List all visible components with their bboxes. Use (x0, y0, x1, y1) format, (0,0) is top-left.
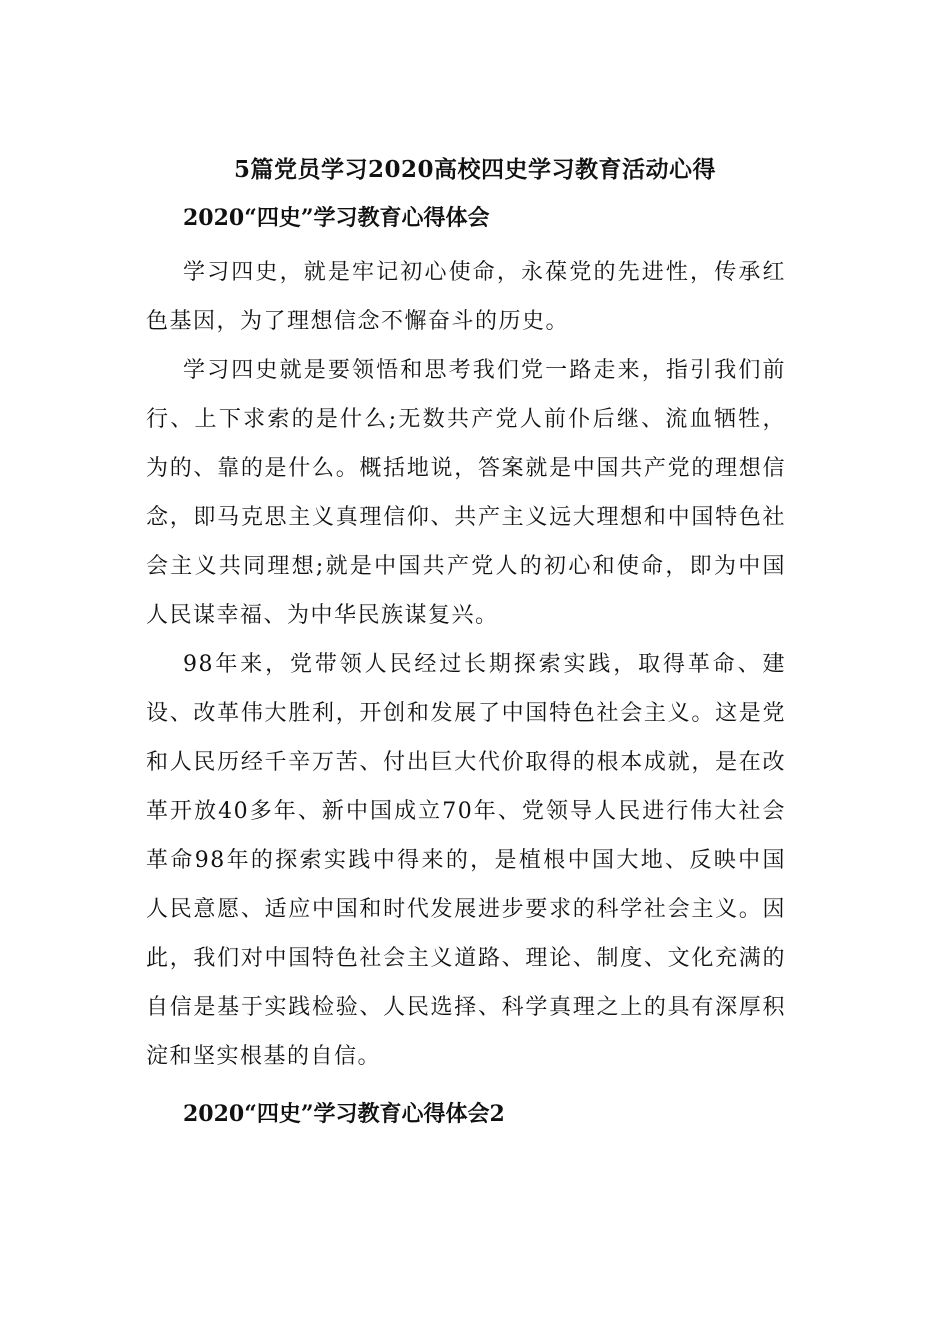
section-heading-1: 2020“四史”学习教育心得体会 (183, 205, 490, 231)
section-heading-2: 2020“四史”学习教育心得体会2 (183, 1101, 505, 1127)
paragraph-1: 学习四史，就是牢记初心使命，永葆党的先进性，传承红色基因，为了理想信念不懈奋斗的历史。 (146, 260, 786, 334)
paragraph-2: 学习四史就是要领悟和思考我们党一路走来，指引我们前行、上下求索的是什么;无数共产党人前仆后继、流血牺牲，为的、靠的是什么。概括地说，答案就是中国共产党的理想信念，即马克思主义真理信仰、共产主义远大理想和中国特色社会主义共同理想;就是中国共产党人的初心和使命，即为中国人民谋幸福、为中华民族谋复兴。 (146, 358, 786, 628)
paragraph-3: 98年来，党带领人民经过长期探索实践，取得革命、建设、改革伟大胜利，开创和发展了中国特色社会主义。这是党和人民历经千辛万苦、付出巨大代价取得的根本成就，是在改革开放40多年、新中国成立70年、党领导人民进行伟大社会革命98年的探索实践中得来的，是植根中国大地、反映中国人民意愿、适应中国和时代发展进步要求的科学社会主义。因此，我们对中国特色社会主义道路、理论、制度、文化充满的自信是基于实践检验、人民选择、科学真理之上的具有深厚积淀和坚实根基的自信。 (146, 652, 786, 1069)
document-title: 5篇党员学习2020高校四史学习教育活动心得 (233, 156, 717, 183)
